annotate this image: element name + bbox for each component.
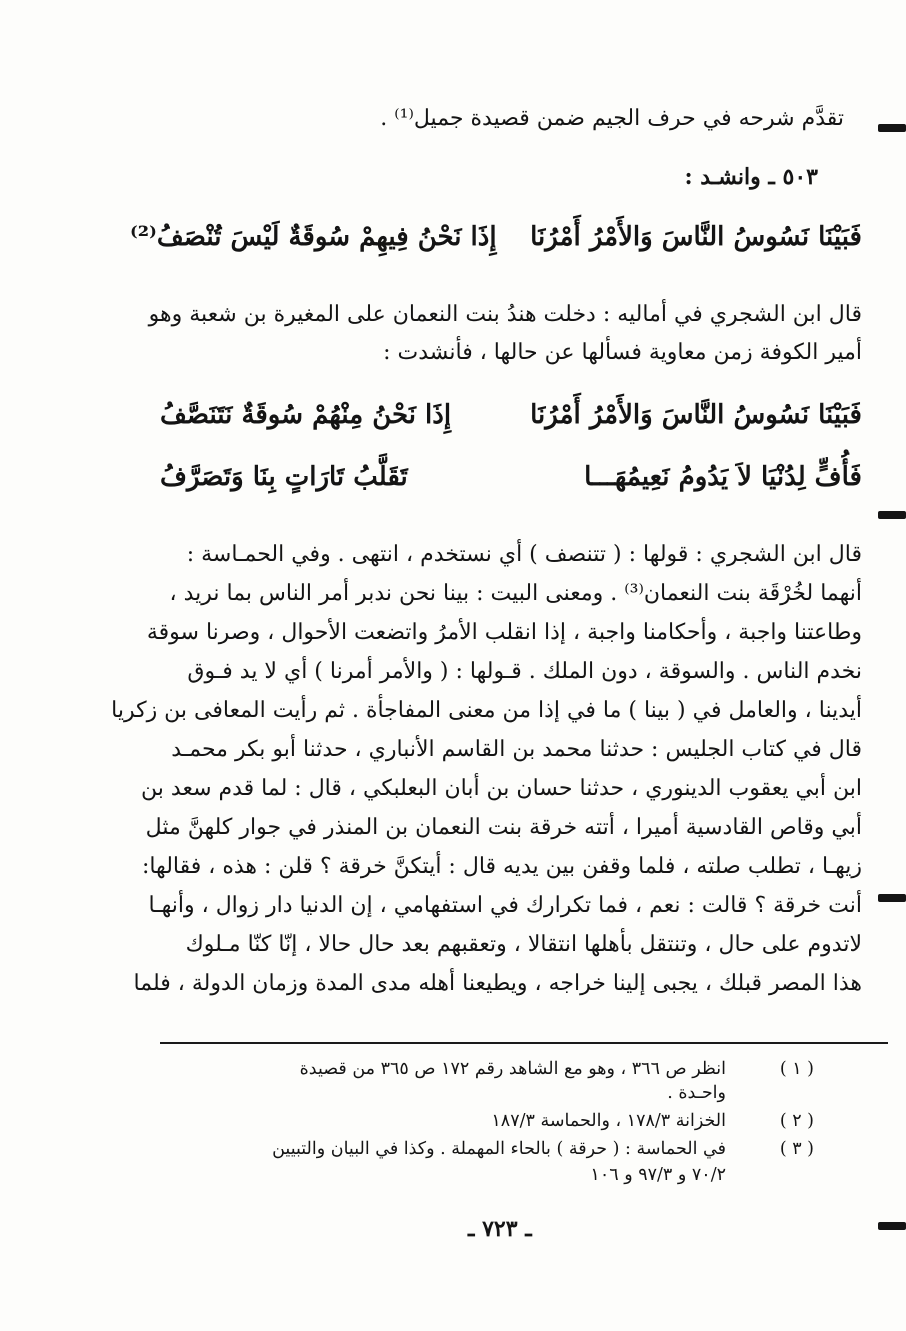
footnote-3-text: في الحماسة : ( حرقة ) بالحاء المهملة . وكذا في البيان والتبيين <box>272 1139 726 1159</box>
verse-1-left-hemistich: إِذَا نَحْنُ فِيهِمْ سُوقَةٌ لَيْسَ تُنْصَفُ⁽²⁾ <box>130 222 497 252</box>
paragraph-2-line: قال في كتاب الجليس : حدثنا محمد بن القاسم الأنباري ، حدثنا أبو بكر محمـد <box>171 737 862 762</box>
paragraph-2-line: أنت خرقة ؟ قالت : نعم ، فما تكرارك في استفهامي ، إن الدنيا دار زوال ، وأنهـا <box>148 893 862 918</box>
footnote-2-text: الخزانة ١٧٨/٣ ، والحماسة ١٨٧/٣ <box>491 1111 726 1131</box>
margin-mark <box>878 1222 906 1230</box>
footnote-1-text: واحـدة . <box>667 1083 726 1103</box>
paragraph-2-line: نخدم الناس . والسوقة ، دون الملك . قـولها : ( والأمر أمرنا ) أي لا يد فـوق <box>187 659 862 684</box>
verse-2b-right-hemistich: فَأُفٍّ لِدُنْيَا لاَ يَدُومُ نَعِيمُهَـــا <box>584 462 862 492</box>
margin-mark <box>878 894 906 902</box>
footnote-1-text: انظر ص ٣٦٦ ، وهو مع الشاهد رقم ١٧٢ ص ٣٦٥ من قصيدة <box>299 1059 726 1079</box>
paragraph-2-line: هذا المصر قبلك ، يجبى إلينا خراجه ، ويطيعنا أهله مدى المدة وزمان الدولة ، فلما <box>133 971 862 996</box>
paragraph-1-line: أمير الكوفة زمن معاوية فسألها عن حالها ، فأنشدت : <box>383 340 862 365</box>
margin-mark <box>878 511 906 519</box>
margin-mark <box>878 124 906 132</box>
verse-2a-right-hemistich: فَبَيْنَا نَسُوسُ النَّاسَ وَالأَمْرُ أَمْرُنَا <box>530 400 862 430</box>
footnote-1-marker: ( ١ ) <box>779 1059 814 1079</box>
paragraph-2-line: أنهما لخُرْقَة بنت النعمان⁽³⁾ . ومعنى البيت : بينا نحن ندبر أمر الناس بما نريد ، <box>169 581 862 606</box>
page-number: ـ ٧٢٣ ـ <box>468 1216 532 1242</box>
verse-1-right-hemistich: فَبَيْنَا نَسُوسُ النَّاسَ وَالأَمْرُ أَمْرُنَا <box>530 222 862 252</box>
verse-2a-left-hemistich: إِذَا نَحْنُ مِنْهُمْ سُوقَةٌ نَتَنَصَّفُ <box>160 400 452 430</box>
paragraph-2-line: أبي وقاص القادسية أميرا ، أتته خرقة بنت النعمان بن المنذر في جوار كلهنَّ مثل <box>145 815 862 840</box>
intro-line: تقدَّم شرحه في حرف الجيم ضمن قصيدة جميل⁽¹⁾ . <box>380 106 844 131</box>
paragraph-2-line: قال ابن الشجري : قولها : ( تتنصف ) أي نستخدم ، انتهى . وفي الحمـاسة : <box>186 542 862 567</box>
footnote-2-marker: ( ٢ ) <box>779 1111 814 1131</box>
paragraph-1-line: قال ابن الشجري في أماليه : دخلت هندُ بنت النعمان على المغيرة بن شعبة وهو <box>148 302 862 327</box>
paragraph-2-line: أيدينا ، والعامل في ( بينا ) ما في إذا من معنى المفاجأة . ثم رأيت المعافى بن زكريا <box>111 698 862 723</box>
footnote-separator <box>160 1042 888 1044</box>
footnote-3-marker: ( ٣ ) <box>779 1139 814 1159</box>
paragraph-2-line: زيهـا ، تطلب صلته ، فلما وقفن بين يديه قال : أيتكنَّ خرقة ؟ قلن : هذه ، فقالها: <box>141 854 862 879</box>
paragraph-2-line: ابن أبي يعقوب الدينوري ، حدثنا حسان بن أبان البعلبكي ، قال : لما قدم سعد بن <box>141 776 862 801</box>
paragraph-2-line: وطاعتنا واجبة ، وأحكامنا واجبة ، إذا انقلب الأمرُ واتضعت الأحوال ، وصرنا سوقة <box>146 620 862 645</box>
verse-2b-left-hemistich: تَقَلَّبُ تَارَاتٍ بِنَا وَتَصَرَّفُ <box>160 462 408 492</box>
footnote-3-text: ٧٠/٢ و ٩٧/٣ و ١٠٦ <box>590 1165 726 1185</box>
section-heading: ٥٠٣ ـ وانشـد : <box>684 164 818 190</box>
paragraph-2-line: لاتدوم على حال ، وتنتقل بأهلها انتقالا ، وتعقبهم بعد حال حالا ، إنّا كنّا مـلوك <box>185 932 862 957</box>
